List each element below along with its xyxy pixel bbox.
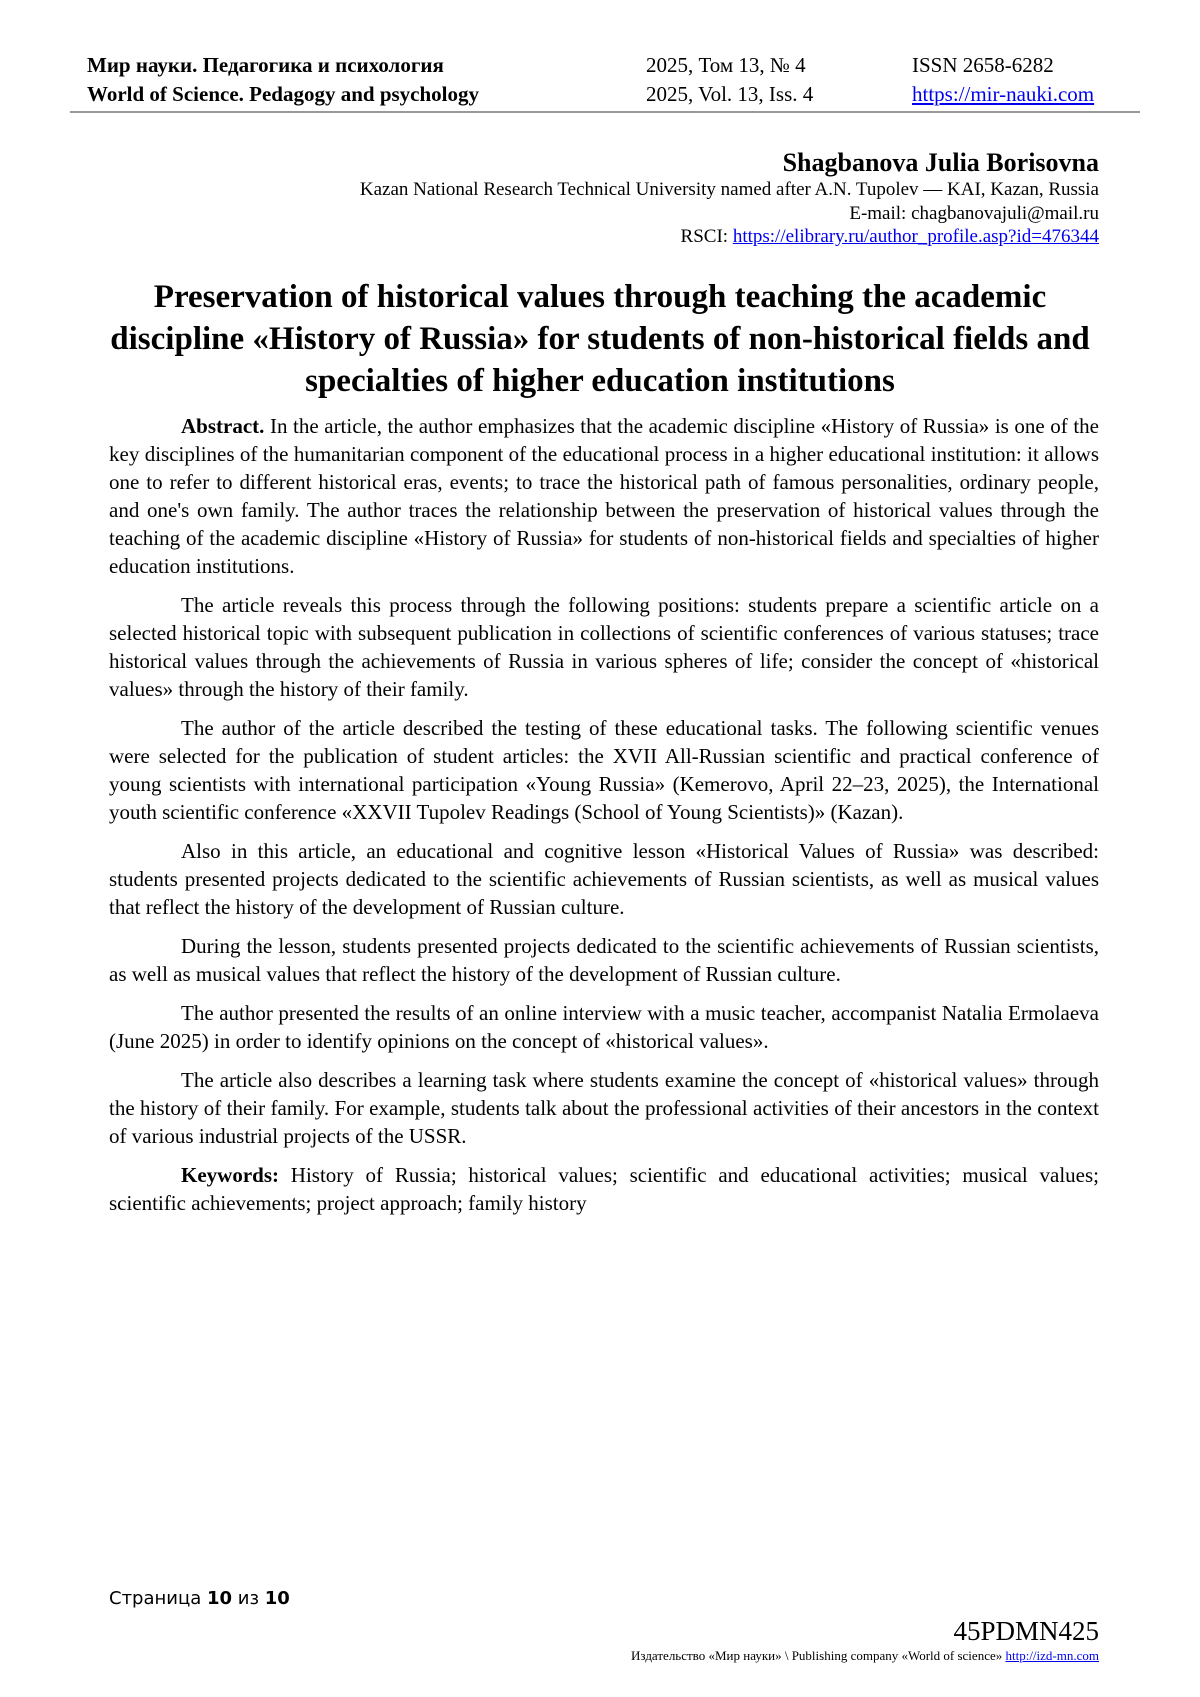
issue-ru: 2025, Том 13, № 4 [646, 53, 806, 77]
abstract-text: In the article, the author emphasizes that the academic discipline «History of Russia» is one of the key disciplines of the humanitarian component of the educational process in a higher educational institution: it allows one to refer to different historical eras, events; to trace the historical path of famous personalities, ordinary people, and one's own family. The author traces the relationship between the preservation of historical values through the teaching of the academic discipline «History of Russia» for students of non-historical fields and specialties of higher education institutions. [109, 414, 1099, 578]
publisher-line [631, 1648, 1099, 1664]
rsci-link[interactable]: https://elibrary.ru/author_profile.asp?id=476344 [732, 226, 1099, 247]
paragraph: The author of the article described the testing of these educational tasks. The following scientific venues were selected for the publication of student articles: the XVII All-Russian scientific and practical conference of young scientists with international participation «Young Russia» (Kemerovo, April 22–23, 2025), the International youth scientific conference «XXVII Tupolev Readings (School of Young Scientists)» (Kazan). [109, 716, 1099, 824]
page-current: 10 [206, 1588, 233, 1609]
article-title: Preservation of historical values through teaching the academic discipline «History of Russia» for students of non-historical fields and specialties of higher education institutions [110, 279, 1090, 399]
paragraph: Also in this article, an educational and cognitive lesson «Historical Values of Russia» was described: students presented projects dedicated to the scientific achievements of Russian scientists, as well as musical values that reflect the history of the development of Russian culture. [109, 839, 1099, 919]
keywords [109, 1161, 1099, 1217]
journal-link[interactable]: https://mir-nauki.com [912, 82, 1095, 106]
page-sep: из [232, 1588, 265, 1609]
author-name: Shagbanova Julia Borisovna [782, 148, 1099, 177]
issn: ISSN 2658-6282 [912, 53, 1054, 77]
journal-title-en: World of Science. Pedagogy and psychology [87, 82, 480, 106]
publisher-link[interactable]: http://izd-mn.com [1005, 1648, 1099, 1663]
rsci-line [681, 226, 1099, 248]
page-number [109, 1588, 290, 1609]
abstract-label: Abstract. [181, 414, 265, 438]
article-body [109, 412, 1099, 1228]
paragraph: The article reveals this process through the following positions: students prepare a scientific article on a selected historical topic with subsequent publication in collections of scientific conferences of various statuses; trace historical values through the achievements of Russia in various spheres of life; consider the concept of «historical values» through the history of their family. [109, 593, 1099, 701]
header-divider [70, 111, 1140, 113]
journal-title-ru: Мир науки. Педагогика и психология [87, 53, 444, 77]
keywords-label: Keywords: [181, 1163, 279, 1187]
rsci-label: RSCI: [680, 226, 733, 247]
author-email: E-mail: chagbanovajuli@mail.ru [849, 203, 1099, 224]
article-code: 45PDMN425 [953, 1616, 1099, 1646]
paragraph: The author presented the results of an online interview with a music teacher, accompanist Natalia Ermolaeva (June 2025) in order to identify opinions on the concept of «historical values». [109, 1001, 1099, 1053]
keywords-text: History of Russia; historical values; scientific and educational activities; musical values; scientific achievements; project approach; family history [109, 1163, 1099, 1215]
publisher-text: Издательство «Мир науки» \ Publishing company «World of science» [631, 1648, 1006, 1663]
author-affiliation: Kazan National Research Technical University named after A.N. Tupolev — KAI, Kazan, Russia [359, 179, 1099, 200]
page-total: 10 [264, 1588, 290, 1609]
abstract [109, 412, 1099, 580]
paragraph: The article also describes a learning task where students examine the concept of «historical values» through the history of their family. For example, students talk about the professional activities of their ancestors in the context of various industrial projects of the USSR. [109, 1068, 1099, 1148]
issue-en: 2025, Vol. 13, Iss. 4 [646, 82, 814, 106]
page-prefix: Страница [109, 1588, 207, 1609]
paragraph: During the lesson, students presented projects dedicated to the scientific achievements of Russian scientists, as well as musical values that reflect the history of the development of Russian culture. [109, 934, 1099, 986]
